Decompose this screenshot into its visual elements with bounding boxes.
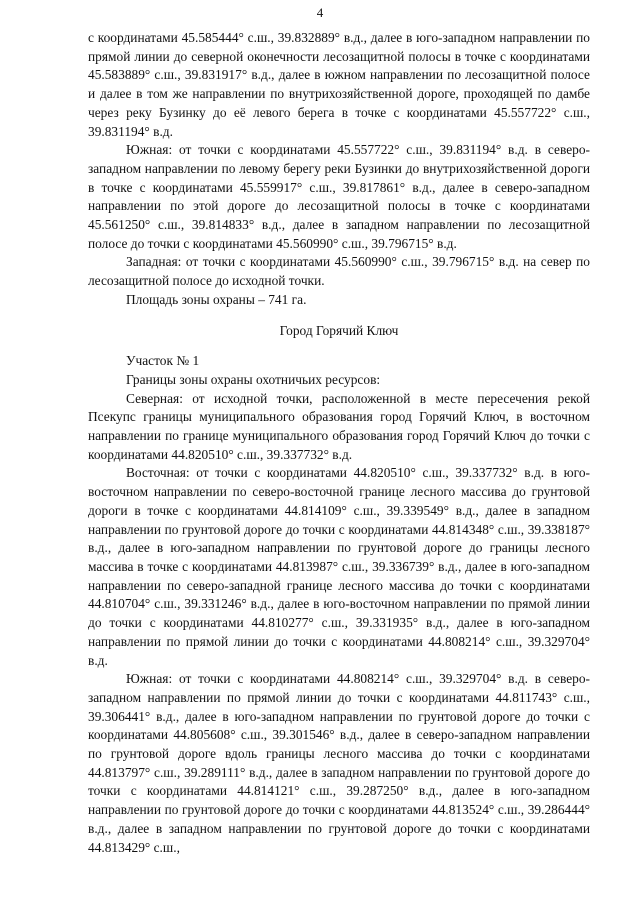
page-number: 4 xyxy=(316,5,324,20)
paragraph-east-border: Восточная: от точки с координатами 44.820510° с.ш., 39.337732° в.д. в юго-восточном направлении по северо-восточной границе лесного массива до грунтовой дороги в точке с координатами 44.814109° с.ш., 39.339549° в.д., далее в западном направлении по грунтовой дороге до точки с координатами 44.814348° с.ш., 39.338187° в.д., далее в юго-западном направлении по грунтовой дороге до границы лесного массива в точке с координатами 44.813987° с.ш., 39.336739° в.д., далее в юго-западном направлении по северо-западной границе лесного массива до точки с координатами 44.810704° с.ш., 39.331246° в.д., далее в юго-восточном направлении по прямой линии до точки с координатами 44.810277° с.ш., 39.331935° в.д., далее в юго-западном направлении по прямой линии до точки с координатами 44.808214° с.ш., 39.329704° в.д. xyxy=(88,465,590,668)
document-body xyxy=(88,29,590,857)
paragraph-continuation: с координатами 45.585444° с.ш., 39.832889° в.д., далее в юго-западном направлении по прямой линии до северной оконечности лесозащитной полосы в точке с координатами 45.583889° с.ш., 39.831917° в.д., далее в южном направлении по лесозащитной полосе и далее в том же направлении по внутрихозяйственной дороге, проходящей по дамбе через реку Бузинку до её левого берега в точке с координатами 45.557722° с.ш., 39.831194° в.д. xyxy=(88,30,590,139)
borders-title: Границы зоны охраны охотничьих ресурсов: xyxy=(126,371,381,387)
plot-title: Участок № 1 xyxy=(126,353,200,369)
paragraph-south-border: Южная: от точки с координатами 45.557722° с.ш., 39.831194° в.д. в северо-западном направлении по левому берегу реки Бузинки до внутрихозяйственной дороги в точке с координатами 45.559917° с.ш., 39.817861° в.д., далее в северо-западном направлении по этой дороге до лесозащитной полосы в точке с координатами 45.561250° с.ш., 39.814833° в.д., далее в западном направлении по лесозащитной полосе до точки с координатами 45.560990° с.ш., 39.796715° в.д. xyxy=(88,142,590,251)
paragraph-north-border: Северная: от исходной точки, расположенной в месте пересечения рекой Псекупс границы муниципального образования город Горячий Ключ, в восточном направлении по границе муниципального образования город Горячий Ключ до точки с координатами 44.820510° с.ш., 39.337732° в.д. xyxy=(88,390,590,462)
paragraph-area: Площадь зоны охраны – 741 га. xyxy=(126,291,307,307)
city-heading: Город Горячий Ключ xyxy=(279,322,399,338)
paragraph-west-border: Западная: от точки с координатами 45.560990° с.ш., 39.796715° в.д. на север по лесозащитной полосе до исходной точки. xyxy=(88,254,590,289)
paragraph-south-border-2: Южная: от точки с координатами 44.808214° с.ш., 39.329704° в.д. в северо-западном направлении по прямой линии до точки с координатами 44.811743° с.ш., 39.306441° в.д., далее в юго-западном направлении по грунтовой дороге до точки с координатами 44.805608° с.ш., 39.301546° в.д., далее в северо-западном направлении по грунтовой дороге вдоль границы лесного массива до точки с координатами 44.813797° с.ш., 39.289111° в.д., далее в западном направлении по грунтовой дороге до точки с координатами 44.814121° с.ш., 39.287250° в.д., далее в юго-западном направлении по грунтовой дороге до точки с координатами 44.813524° с.ш., 39.286444° в.д., далее в западном направлении по грунтовой дороге до точки с координатами 44.813429° с.ш., xyxy=(88,671,590,855)
